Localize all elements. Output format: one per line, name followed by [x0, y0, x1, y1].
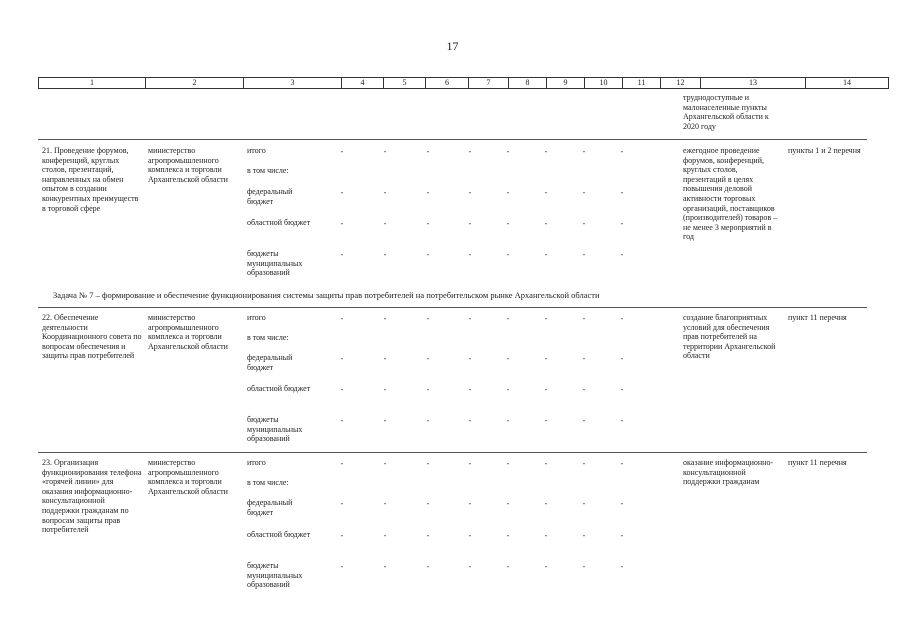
empty-value-dash: - [426, 147, 430, 156]
item-executor: министерство агропромышленного комплекса и торговли Архангельской области [148, 458, 228, 496]
empty-value-dash: - [620, 250, 624, 259]
column-number: 3 [244, 78, 342, 89]
empty-value-dash: - [426, 385, 430, 394]
empty-value-dash: - [383, 499, 387, 508]
sub-label-municipal: бюджеты муниципальных образований [247, 415, 303, 444]
empty-value-dash: - [620, 416, 624, 425]
item-name: 21. Проведение форумов, конференций, круглых столов, презентаций, направленных на обмен опытом в создании конкурентных преимуществ в торговой сфере [42, 146, 139, 213]
empty-value-dash: - [582, 147, 586, 156]
empty-value-dash: - [544, 562, 548, 571]
empty-value-dash: - [340, 385, 344, 394]
row-divider [38, 307, 867, 308]
empty-value-dash: - [506, 147, 510, 156]
empty-value-dash: - [620, 354, 624, 363]
empty-value-dash: - [506, 314, 510, 323]
empty-value-dash: - [468, 416, 472, 425]
empty-value-dash: - [620, 459, 624, 468]
empty-value-dash: - [582, 354, 586, 363]
item-link: пункт 11 перечня [788, 458, 847, 467]
page-number: 17 [446, 39, 459, 53]
empty-value-dash: - [383, 531, 387, 540]
empty-value-dash: - [544, 499, 548, 508]
item-link: пункты 1 и 2 перечня [788, 146, 861, 155]
empty-value-dash: - [383, 250, 387, 259]
empty-value-dash: - [506, 188, 510, 197]
empty-value-dash: - [426, 531, 430, 540]
empty-value-dash: - [383, 354, 387, 363]
empty-value-dash: - [340, 354, 344, 363]
empty-value-dash: - [340, 147, 344, 156]
empty-value-dash: - [506, 385, 510, 394]
empty-value-dash: - [544, 531, 548, 540]
carryover-result-text: труднодоступные и малонаселенные пункты Архангельской области к 2020 году [683, 93, 769, 131]
item-result: ежегодное проведение форумов, конференций, круглых столов, презентаций в целях повышения деловой активности торговых организаций, поставщиков (производителей) товаров – не менее 3 мероприятий в год [683, 146, 778, 242]
column-number: 10 [585, 78, 623, 89]
row-divider [38, 452, 867, 453]
empty-value-dash: - [426, 250, 430, 259]
empty-value-dash: - [340, 219, 344, 228]
column-number-header [38, 77, 889, 89]
empty-value-dash: - [620, 188, 624, 197]
column-number: 8 [509, 78, 547, 89]
empty-value-dash: - [468, 562, 472, 571]
empty-value-dash: - [340, 562, 344, 571]
empty-value-dash: - [544, 147, 548, 156]
task-heading: Задача № 7 – формирование и обеспечение функционирования системы защиты прав потребителей на потребительском рынке Архангельской области [53, 290, 600, 300]
sub-label-regional: областной бюджет [247, 218, 311, 227]
empty-value-dash: - [506, 562, 510, 571]
empty-value-dash: - [582, 562, 586, 571]
column-number: 14 [806, 78, 889, 89]
sub-label-municipal: бюджеты муниципальных образований [247, 561, 303, 590]
empty-value-dash: - [340, 250, 344, 259]
sub-label-federal: федеральный бюджет [247, 187, 293, 206]
empty-value-dash: - [468, 499, 472, 508]
empty-value-dash: - [468, 314, 472, 323]
empty-value-dash: - [383, 416, 387, 425]
empty-value-dash: - [468, 354, 472, 363]
item-result: создание благоприятных условий для обеспечения прав потребителей на территории Архангельской области [683, 313, 776, 361]
empty-value-dash: - [426, 314, 430, 323]
sub-label-municipal: бюджеты муниципальных образований [247, 249, 303, 278]
empty-value-dash: - [383, 314, 387, 323]
empty-value-dash: - [383, 562, 387, 571]
column-number: 11 [623, 78, 661, 89]
empty-value-dash: - [582, 499, 586, 508]
column-number: 9 [547, 78, 585, 89]
column-number: 4 [342, 78, 384, 89]
empty-value-dash: - [468, 147, 472, 156]
empty-value-dash: - [383, 219, 387, 228]
empty-value-dash: - [582, 531, 586, 540]
sub-label-including: в том числе: [247, 478, 289, 487]
column-number: 6 [426, 78, 469, 89]
empty-value-dash: - [582, 188, 586, 197]
empty-value-dash: - [544, 354, 548, 363]
empty-value-dash: - [620, 385, 624, 394]
empty-value-dash: - [340, 499, 344, 508]
empty-value-dash: - [506, 416, 510, 425]
item-link: пункт 11 перечня [788, 313, 847, 322]
empty-value-dash: - [506, 499, 510, 508]
empty-value-dash: - [506, 459, 510, 468]
empty-value-dash: - [582, 416, 586, 425]
column-number: 2 [146, 78, 244, 89]
empty-value-dash: - [468, 531, 472, 540]
empty-value-dash: - [426, 499, 430, 508]
sub-label-federal: федеральный бюджет [247, 498, 293, 517]
empty-value-dash: - [582, 219, 586, 228]
empty-value-dash: - [468, 459, 472, 468]
empty-value-dash: - [620, 499, 624, 508]
empty-value-dash: - [544, 385, 548, 394]
empty-value-dash: - [426, 354, 430, 363]
empty-value-dash: - [620, 219, 624, 228]
empty-value-dash: - [468, 385, 472, 394]
empty-value-dash: - [468, 188, 472, 197]
item-executor: министерство агропромышленного комплекса и торговли Архангельской области [148, 146, 228, 184]
column-number: 12 [661, 78, 701, 89]
empty-value-dash: - [506, 250, 510, 259]
sub-label-total: итого [247, 146, 266, 155]
empty-value-dash: - [426, 562, 430, 571]
item-result: оказание информационно-консультационной поддержки гражданам [683, 458, 774, 487]
column-number: 5 [384, 78, 426, 89]
empty-value-dash: - [340, 314, 344, 323]
empty-value-dash: - [340, 416, 344, 425]
row-divider [38, 139, 867, 140]
empty-value-dash: - [620, 314, 624, 323]
empty-value-dash: - [620, 531, 624, 540]
empty-value-dash: - [383, 385, 387, 394]
sub-label-regional: областной бюджет [247, 384, 311, 393]
empty-value-dash: - [582, 250, 586, 259]
empty-value-dash: - [426, 459, 430, 468]
sub-label-total: итого [247, 458, 266, 467]
column-number: 7 [469, 78, 509, 89]
sub-label-federal: федеральный бюджет [247, 353, 293, 372]
column-number: 13 [701, 78, 806, 89]
empty-value-dash: - [582, 314, 586, 323]
empty-value-dash: - [426, 416, 430, 425]
empty-value-dash: - [340, 531, 344, 540]
empty-value-dash: - [383, 188, 387, 197]
empty-value-dash: - [506, 354, 510, 363]
sub-label-including: в том числе: [247, 333, 289, 342]
sub-label-total: итого [247, 313, 266, 322]
empty-value-dash: - [544, 250, 548, 259]
empty-value-dash: - [426, 188, 430, 197]
empty-value-dash: - [340, 459, 344, 468]
sub-label-regional: областной бюджет [247, 530, 311, 539]
empty-value-dash: - [582, 459, 586, 468]
empty-value-dash: - [383, 459, 387, 468]
empty-value-dash: - [506, 531, 510, 540]
empty-value-dash: - [468, 250, 472, 259]
empty-value-dash: - [620, 562, 624, 571]
empty-value-dash: - [544, 459, 548, 468]
item-name: 23. Организация функционирования телефона «горячей линии» для оказания информационно-консультационной поддержки гражданам по вопросам защиты прав потребителей [42, 458, 142, 535]
empty-value-dash: - [506, 219, 510, 228]
item-executor: министерство агропромышленного комплекса и торговли Архангельской области [148, 313, 228, 351]
empty-value-dash: - [383, 147, 387, 156]
empty-value-dash: - [544, 188, 548, 197]
empty-value-dash: - [340, 188, 344, 197]
empty-value-dash: - [544, 416, 548, 425]
empty-value-dash: - [544, 314, 548, 323]
empty-value-dash: - [544, 219, 548, 228]
item-name: 22. Обеспечение деятельности Координационного совета по вопросам обеспечения и защиты прав потребителей [42, 313, 142, 361]
empty-value-dash: - [582, 385, 586, 394]
column-number: 1 [39, 78, 146, 89]
empty-value-dash: - [426, 219, 430, 228]
empty-value-dash: - [620, 147, 624, 156]
sub-label-including: в том числе: [247, 166, 289, 175]
empty-value-dash: - [468, 219, 472, 228]
